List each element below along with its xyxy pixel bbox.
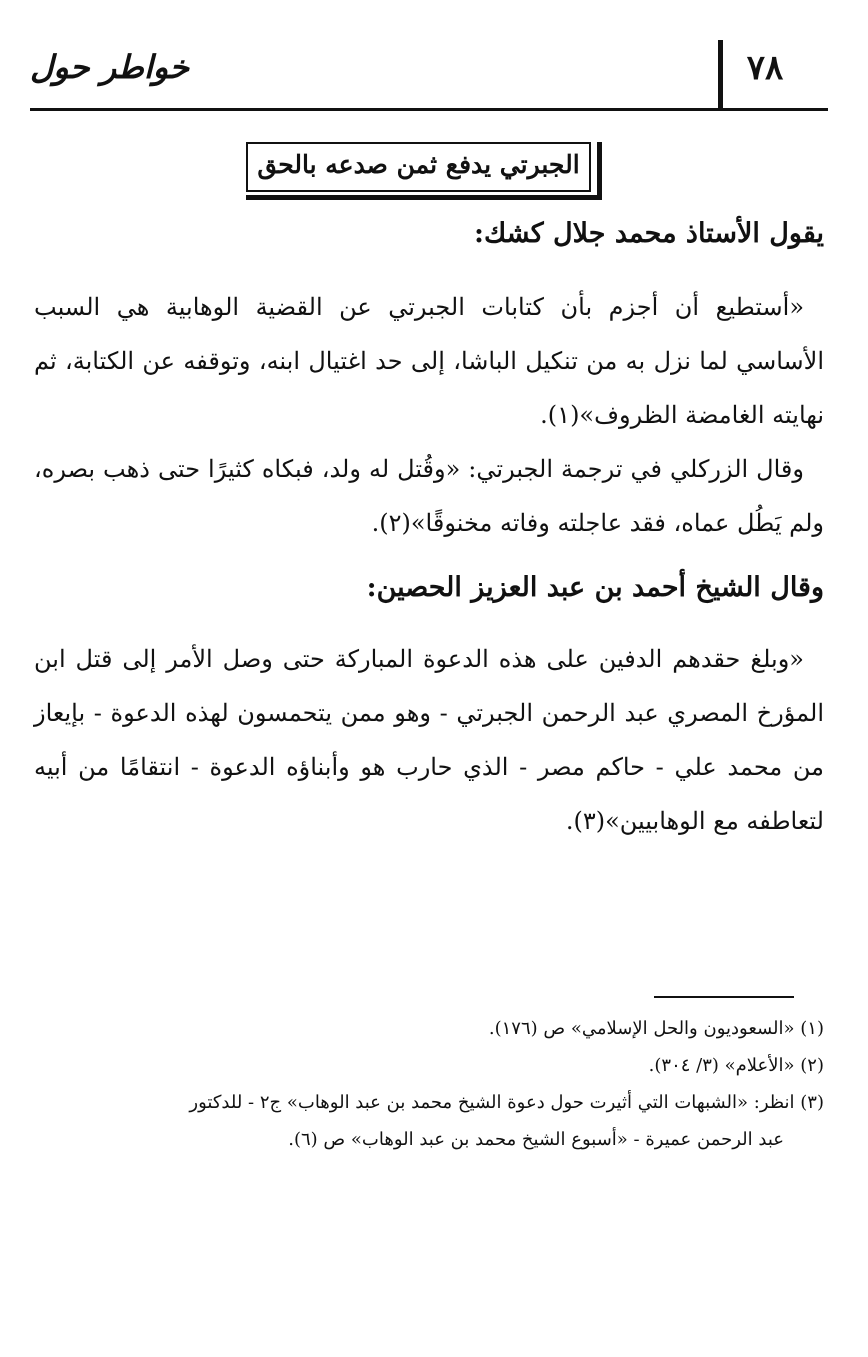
footnote-3-continued: عبد الرحمن عميرة - «أسبوع الشيخ محمد بن عبد الوهاب» ص (٦).: [288, 1129, 784, 1150]
footnote-3: (٣) انظر: «الشبهات التي أثيرت حول دعوة الشيخ محمد بن عبد الوهاب» ج٢ - للدكتور: [189, 1092, 824, 1113]
paragraph-zirikli-text: وقال الزركلي في ترجمة الجبرتي: «وقُتل له ولد، فبكاه كثيرًا حتى ذهب بصره، ولم يَطُل عماه، فقد عاجلته وفاته مخنوقًا»(٢).: [34, 455, 824, 537]
running-head: خواطر حول: [30, 48, 190, 86]
footnote-2: (٢) «الأعلام» (٣/ ٣٠٤).: [648, 1055, 824, 1076]
quote-kishk-text: «أستطيع أن أجزم بأن كتابات الجبرتي عن القضية الوهابية هي السبب الأساسي لما نزل به من تنكيل الباشا، إلى حد اغتيال ابنه، وتوقفه عن الكتابة، ثم نهايته الغامضة الظروف»(١).: [34, 293, 824, 429]
page-number: ٧٨: [746, 48, 784, 88]
quote-husain-text: «وبلغ حقدهم الدفين على هذه الدعوة المباركة حتى وصل الأمر إلى قتل ابن المؤرخ المصري عبد الرحمن الجبرتي - وهو ممن يتحمسون لهذه الدعوة - بإيعاز من محمد علي - حاكم مصر - الذي حارب هو وأبناؤه الدعوة - انتقامًا من أبيه لتعاطفه مع الوهابيين»(٣).: [34, 645, 824, 835]
quote-husain: [34, 632, 824, 848]
heading-kishk: يقول الأستاذ محمد جلال كشك:: [473, 218, 824, 249]
quote-kishk: [34, 280, 824, 442]
paragraph-zirikli: [34, 442, 824, 550]
footnotes: [34, 1010, 824, 1158]
section-title-box: [246, 142, 606, 204]
section-title: الجبرتي يدفع ثمن صدعه بالحق: [257, 150, 580, 179]
heading-husain: وقال الشيخ أحمد بن عبد العزيز الحصين:: [366, 572, 824, 603]
footnote-separator: [654, 996, 794, 998]
footnote-1: (١) «السعوديون والحل الإسلامي» ص (١٧٦).: [488, 1018, 824, 1039]
header-rule: [30, 108, 828, 111]
